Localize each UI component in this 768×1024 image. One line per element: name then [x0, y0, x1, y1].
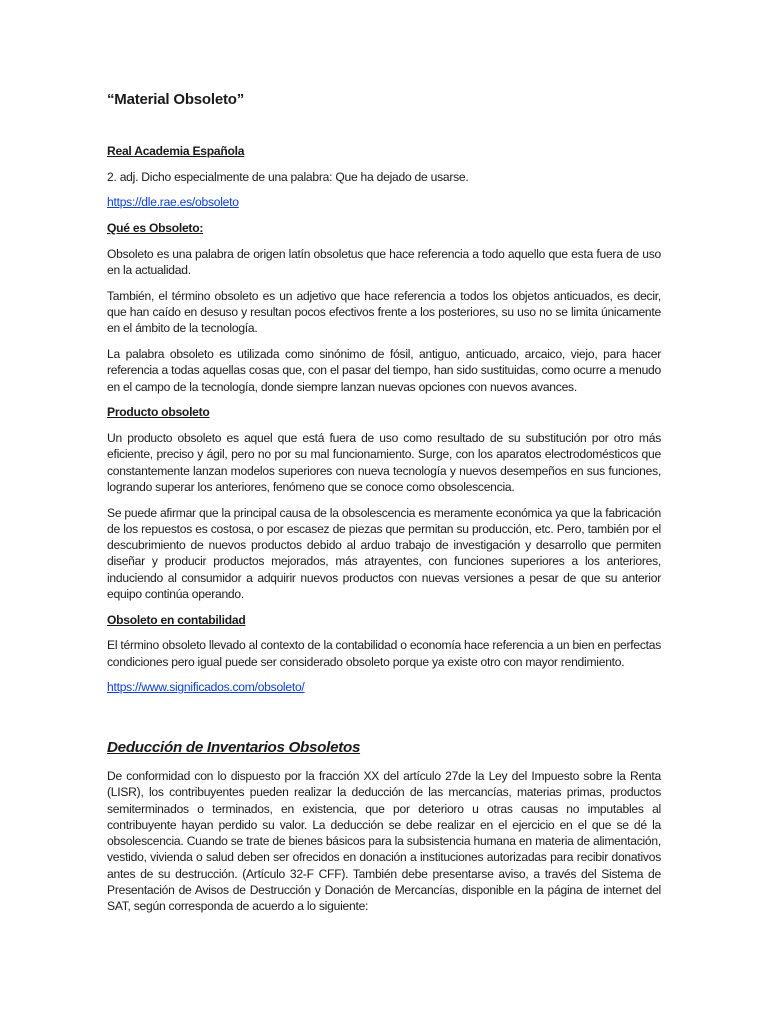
- document-body: [107, 143, 661, 924]
- significados-link[interactable]: https://www.significados.com/obsoleto/: [107, 680, 305, 695]
- section-title: Deducción de Inventarios Obsoletos: [107, 738, 361, 756]
- paragraph-1: Obsoleto es una palabra de origen latín obsoletus que hace referencia a todo aquello que esta fuera de uso en la actualidad.: [107, 246, 661, 278]
- heading-contabilidad: Obsoleto en contabilidad: [107, 612, 246, 627]
- paragraph-3: La palabra obsoleto es utilizada como sinónimo de fósil, antiguo, anticuado, arcaico, viejo, para hacer referencia a todas aquellas cosas que, con el pasar del tiempo, han sido sustituidas, como ocurre a menudo en el campo de la tecnología, donde siempre lanzan nuevas opciones con nuevos avances.: [107, 347, 661, 394]
- paragraph-2: También, el término obsoleto es un adjetivo que hace referencia a todos los objetos anticuados, es decir, que han caído en desuso y resultan pocos efectivos frente a los posteriores, su uso no se limita únicamente en el ámbito de la tecnología.: [107, 288, 661, 336]
- rae-link[interactable]: https://dle.rae.es/obsoleto: [107, 195, 239, 210]
- paragraph-7: De conformidad con lo dispuesto por la fracción XX del artículo 27de la Ley del Impuesto sobre la Renta (LISR), los contribuyentes pueden realizar la deducción de las mercancías, materias primas, productos semiterminados o terminados, en existencia, que por deterioro u otras causas no imputables al contribuyente hayan perdido su valor. La deducción se debe realizar en el ejercicio en el que se dé la obsolescencia. Cuando se trate de bienes básicos para la subsistencia humana en materia de alimentación, vestido, vivienda o salud deben ser ofrecidos en donación a instituciones autorizadas para recibir donativos antes de su destrucción. (Artículo 32-F CFF). También debe presentarse aviso, a través del Sistema de Presentación de Avisos de Destrucción y Donación de Mercancías, disponible en la página de internet del SAT, según corresponda de acuerdo a lo siguiente:: [107, 769, 661, 914]
- paragraph-4: Un producto obsoleto es aquel que está fuera de uso como resultado de su substitución por otro más eficiente, preciso y ágil, pero no por su mal funcionamiento. Surge, con los aparatos electrodomésticos que constantemente lanzan modelos superiores con nueva tecnología y nuevos desempeños en sus funciones, logrando superar los anteriores, fenómeno que se conoce como obsolescencia.: [107, 430, 661, 494]
- heading-que-es: Qué es Obsoleto:: [107, 221, 204, 236]
- paragraph-5: Se puede afirmar que la principal causa de la obsolescencia es meramente económica ya que la fabricación de los repuestos es costosa, o por escasez de piezas que permitan su producción, etc. Pero, también por el descubrimiento de nuevos productos debido al arduo trabajo de investigación y desarrollo que permiten diseñar y producir productos mejorados, más atrayentes, con funciones superiores a los anteriores, induciendo al consumidor a adquirir nuevos productos con nuevas versiones a pesar de que su anterior equipo continúa operando.: [107, 505, 661, 602]
- heading-producto: Producto obsoleto: [107, 405, 210, 420]
- document-title: “Material Obsoleto”: [107, 91, 245, 108]
- heading-rae: Real Academia Española: [107, 144, 245, 158]
- paragraph-6: El término obsoleto llevado al contexto de la contabilidad o economía hace referencia a un bien en perfectas condiciones pero igual puede ser considerado obsoleto porque ya existe otro con mayor rendimiento.: [107, 638, 661, 669]
- rae-definition: 2. adj. Dicho especialmente de una palabra: Que ha dejado de usarse.: [107, 169, 469, 184]
